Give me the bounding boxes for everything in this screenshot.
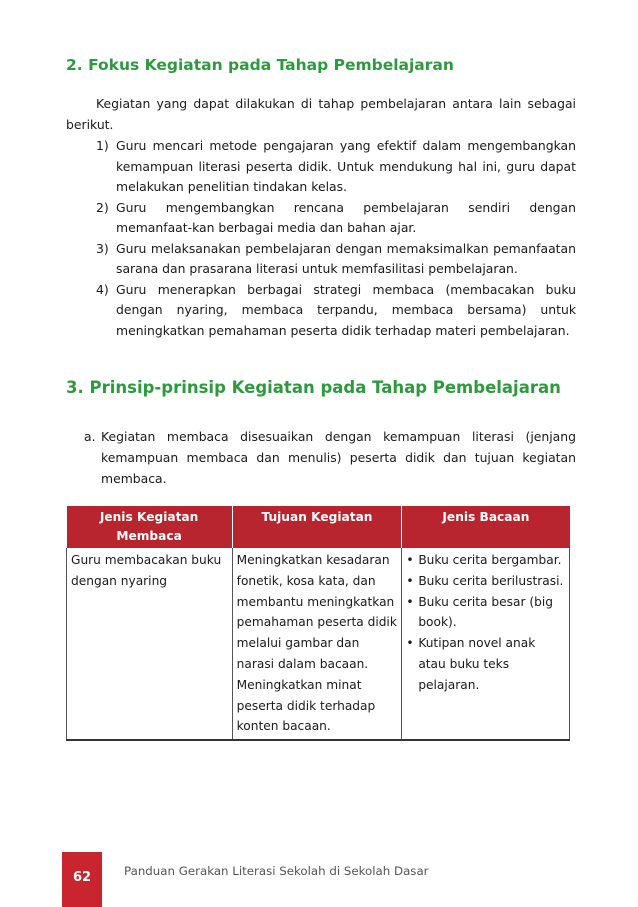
- bullet-icon: •: [406, 553, 414, 567]
- list-item-text: Buku cerita berilustrasi.: [418, 573, 564, 588]
- footer-title: Panduan Gerakan Literasi Sekolah di Sekolah Dasar: [124, 864, 429, 878]
- reading-activity-table: [66, 506, 570, 741]
- list-item: [96, 280, 576, 342]
- section-heading-fokus: 2. Fokus Kegiatan pada Tahap Pembelajaran: [66, 56, 454, 74]
- list-item: [406, 550, 565, 571]
- bacaan-list: [406, 550, 565, 696]
- list-item-text: Buku cerita besar (big book).: [418, 594, 553, 630]
- fokus-list: [96, 136, 576, 341]
- list-item-text: Kegiatan membaca disesuaikan dengan kemampuan literasi (jenjang kemampuan membaca dan menulis) peserta didik dan tujuan kegiatan membaca.: [101, 429, 576, 486]
- list-number: 1): [96, 138, 109, 153]
- list-number: 4): [96, 281, 109, 297]
- list-item-text: Guru melaksanakan pembelajaran dengan memaksimalkan pemanfaatan sarana dan prasarana literasi untuk memfasilitasi pembelajaran.: [116, 240, 576, 276]
- list-item: [96, 198, 576, 239]
- intro-text: Kegiatan yang dapat dilakukan di tahap pembelajaran antara lain sebagai berikut.: [66, 96, 576, 132]
- table-row: [67, 548, 570, 740]
- column-header: Jenis Kegiatan Membaca: [67, 506, 233, 548]
- list-letter: a.: [84, 429, 96, 444]
- table-cell-tujuan: Meningkatkan kesadaran fonetik, kosa kata, dan membantu meningkatkan pemahaman peserta didik melalui gambar dan narasi dalam bacaan. Meningkatkan minat peserta didik terhadap konten bacaan.: [232, 548, 402, 740]
- table-cell-kegiatan: Guru membacakan buku dengan nyaring: [67, 548, 233, 740]
- section-heading-prinsip: 3. Prinsip-prinsip Kegiatan pada Tahap Pembelajaran: [66, 378, 561, 397]
- section-intro: [66, 93, 576, 135]
- bullet-icon: •: [406, 636, 414, 651]
- prinsip-list: [84, 426, 576, 489]
- table-header-row: [67, 506, 570, 548]
- list-item-text: Kutipan novel anak atau buku teks pelajaran.: [418, 636, 536, 692]
- list-item-text: Guru menerapkan berbagai strategi membaca (membacakan buku dengan nyaring, membaca terpandu, membaca bersama) untuk meningkatkan pemahaman peserta didik terhadap materi pembelajaran.: [116, 281, 576, 338]
- column-header: Jenis Bacaan: [402, 506, 570, 548]
- list-item: [406, 592, 565, 634]
- page-number: 62: [72, 870, 92, 885]
- bullet-icon: •: [406, 573, 414, 588]
- page-number-badge: [62, 852, 102, 907]
- list-item-text: Buku cerita bergambar.: [418, 553, 562, 567]
- list-item: [406, 633, 565, 695]
- list-item-text: Guru mengembangkan rencana pembelajaran sendiri dengan memanfaat-kan berbagai media dan bahan ajar.: [116, 199, 576, 235]
- list-item: [84, 426, 576, 489]
- list-item-text: Guru mencari metode pengajaran yang efektif dalam mengembangkan kemampuan literasi peserta didik. Untuk mendukung hal ini, guru dapat melakukan penelitian tindakan kelas.: [116, 138, 576, 194]
- list-number: 3): [96, 240, 109, 256]
- list-item: [96, 239, 576, 280]
- column-header: Tujuan Kegiatan: [232, 506, 402, 548]
- list-item: [406, 571, 565, 592]
- table-cell-bacaan: [402, 548, 570, 740]
- list-number: 2): [96, 199, 109, 215]
- list-item: [96, 136, 576, 198]
- bullet-icon: •: [406, 594, 414, 609]
